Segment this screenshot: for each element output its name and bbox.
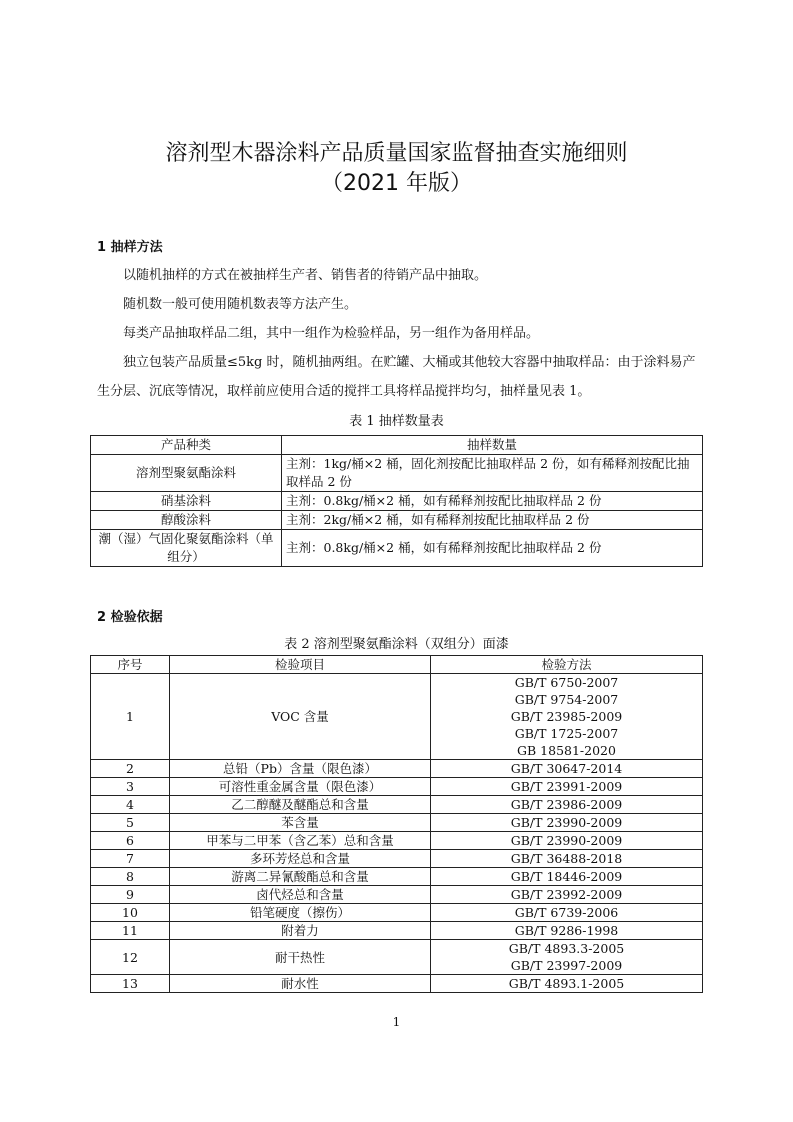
table-cell: 甲苯与二甲苯（含乙苯）总和含量 [170, 832, 431, 850]
table-cell: 铅笔硬度（擦伤） [170, 904, 431, 922]
paragraph: 以随机抽样的方式在被抽样生产者、销售者的待销产品中抽取。 [123, 268, 488, 283]
table-row [91, 455, 703, 492]
table-row [91, 814, 703, 832]
table-cell: 游离二异氰酸酯总和含量 [170, 868, 431, 886]
document-edition: （2021 年版） [321, 171, 472, 196]
table-cell: GB/T 23992-2009 [431, 886, 703, 904]
table-row [91, 886, 703, 904]
table-cell: GB/T 4893.3-2005 GB/T 23997-2009 [431, 940, 703, 975]
sampling-quantity-table [90, 435, 703, 567]
table-1-caption: 表 1 抽样数量表 [349, 414, 444, 429]
table-cell: 卤代烃总和含量 [170, 886, 431, 904]
table-cell: GB/T 30647-2014 [431, 760, 703, 778]
table-cell: 3 [91, 778, 170, 796]
table-cell: 9 [91, 886, 170, 904]
table-cell: 主剂：1kg/桶×2 桶，固化剂按配比抽取样品 2 份，如有稀释剂按配比抽取样品 2 份 [282, 455, 703, 492]
table-cell: 6 [91, 832, 170, 850]
table-cell: 主剂：0.8kg/桶×2 桶，如有稀释剂按配比抽取样品 2 份 [282, 530, 703, 567]
table-cell: GB/T 36488-2018 [431, 850, 703, 868]
table-cell: 附着力 [170, 922, 431, 940]
table-cell: 硝基涂料 [91, 492, 282, 511]
table-cell: 溶剂型聚氨酯涂料 [91, 455, 282, 492]
table-cell: GB/T 23990-2009 [431, 832, 703, 850]
table-cell: 主剂：0.8kg/桶×2 桶，如有稀释剂按配比抽取样品 2 份 [282, 492, 703, 511]
table-cell: 耐水性 [170, 975, 431, 993]
table-cell: GB/T 23990-2009 [431, 814, 703, 832]
table-row [91, 778, 703, 796]
column-header: 抽样数量 [282, 436, 703, 455]
table-cell: 12 [91, 940, 170, 975]
table-cell: 11 [91, 922, 170, 940]
table-cell: GB/T 4893.1-2005 [431, 975, 703, 993]
section-1-heading: 1 抽样方法 [97, 240, 163, 255]
section-2-heading: 2 检验依据 [97, 610, 163, 625]
table-row [91, 868, 703, 886]
table-row [91, 850, 703, 868]
table-cell: 乙二醇醚及醚酯总和含量 [170, 796, 431, 814]
table-cell: GB/T 6739-2006 [431, 904, 703, 922]
table-cell: 8 [91, 868, 170, 886]
table-cell: 耐干热性 [170, 940, 431, 975]
table-cell: GB/T 18446-2009 [431, 868, 703, 886]
table-cell: VOC 含量 [170, 674, 431, 760]
inspection-basis-table [90, 655, 703, 993]
table-row [91, 975, 703, 993]
table-cell: 醇酸涂料 [91, 511, 282, 530]
table-cell: 2 [91, 760, 170, 778]
table-cell: 总铅（Pb）含量（限色漆） [170, 760, 431, 778]
document-title: 溶剂型木器涂料产品质量国家监督抽查实施细则 [165, 141, 628, 166]
table-cell: 主剂：2kg/桶×2 桶，如有稀释剂按配比抽取样品 2 份 [282, 511, 703, 530]
table-row [91, 904, 703, 922]
table-row [91, 530, 703, 567]
table-cell: 1 [91, 674, 170, 760]
table-cell: 4 [91, 796, 170, 814]
table-row [91, 796, 703, 814]
table-row [91, 940, 703, 975]
table-cell: 潮（湿）气固化聚氨酯涂料（单组分） [91, 530, 282, 567]
table-cell: 10 [91, 904, 170, 922]
table-cell: 苯含量 [170, 814, 431, 832]
table-row [91, 922, 703, 940]
table-cell: 13 [91, 975, 170, 993]
table-row [91, 674, 703, 760]
column-header: 产品种类 [91, 436, 282, 455]
table-row [91, 760, 703, 778]
table-cell: GB/T 23991-2009 [431, 778, 703, 796]
table-row [91, 511, 703, 530]
column-header: 检验方法 [431, 656, 703, 674]
table-row [91, 832, 703, 850]
paragraph: 独立包装产品质量≤5kg 时，随机抽两组。在贮罐、大桶或其他较大容器中抽取样品：由于涂料易产生分层、沉底等情况，取样前应使用合适的搅拌工具将样品搅拌均匀，抽样量见表 1。 [97, 355, 696, 399]
paragraph: 每类产品抽取样品二组，其中一组作为检验样品，另一组作为备用样品。 [123, 326, 540, 341]
paragraph: 随机数一般可使用随机数表等方法产生。 [123, 297, 358, 312]
column-header: 序号 [91, 656, 170, 674]
table-cell: 可溶性重金属含量（限色漆） [170, 778, 431, 796]
table-cell: GB/T 6750-2007 GB/T 9754-2007 GB/T 23985-2009 GB/T 1725-2007 GB 18581-2020 [431, 674, 703, 760]
page-number: 1 [392, 1015, 401, 1029]
table-cell: 7 [91, 850, 170, 868]
table-cell: 5 [91, 814, 170, 832]
table-cell: GB/T 23986-2009 [431, 796, 703, 814]
section-1-body [97, 261, 703, 406]
table-row [91, 492, 703, 511]
table-header-row [91, 436, 703, 455]
table-header-row [91, 656, 703, 674]
table-cell: 多环芳烃总和含量 [170, 850, 431, 868]
table-2-caption: 表 2 溶剂型聚氨酯涂料（双组分）面漆 [284, 637, 509, 652]
column-header: 检验项目 [170, 656, 431, 674]
table-cell: GB/T 9286-1998 [431, 922, 703, 940]
